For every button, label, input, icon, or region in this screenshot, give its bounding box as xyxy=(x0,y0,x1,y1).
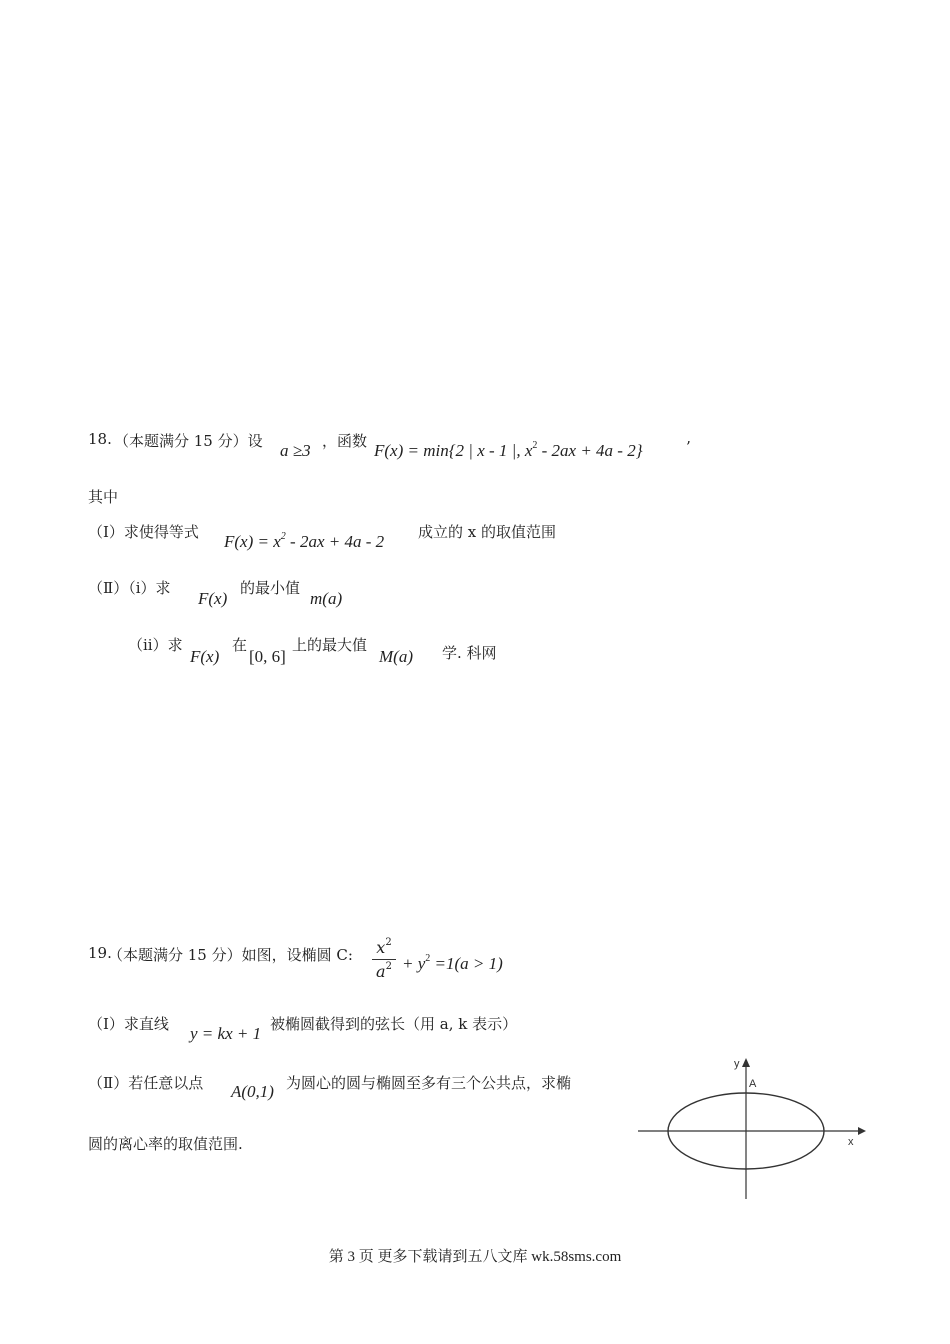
q19-eq-tail-sup: 2 xyxy=(425,953,431,964)
q18-part1-eq-tail: - 2ax + 4a - 2 xyxy=(285,532,385,551)
q19-number: 19. xyxy=(88,944,112,962)
q19-part2-after: 为圆心的圆与椭圆至多有三个公共点，求椭 xyxy=(286,1074,572,1092)
q18-part1-after: 成立的 x 的取值范围 xyxy=(418,523,556,541)
q19-frac-den-sup: 2 xyxy=(385,961,392,972)
q19-part2-point: A(0,1) xyxy=(231,1082,274,1101)
q18-part2-fx: F(x) xyxy=(198,589,228,608)
q18-function-sup: 2 xyxy=(532,440,538,451)
q18-part3-fx: F(x) xyxy=(190,647,220,666)
q19-part2-line2: 圆的离心率的取值范围. xyxy=(88,1135,243,1153)
q18-part3-Ma: M(a) xyxy=(379,647,413,666)
q18-part1-label: （Ⅰ）求使得等式 xyxy=(88,523,199,541)
q18-function-head: F(x) = min{2 | x - 1 |, x xyxy=(374,441,533,460)
q18-part1-eq-head: F(x) = x xyxy=(224,532,281,551)
q19-equation-tail xyxy=(402,954,503,974)
q19-eq-tail-head: + y xyxy=(402,954,426,973)
ellipse-figure xyxy=(630,1055,870,1205)
page-footer: 第 3 页 更多下载请到五八文库 wk.58sms.com xyxy=(328,1249,622,1265)
q18-function xyxy=(374,441,643,461)
q18-part3-after: 学. 科网 xyxy=(442,644,497,662)
y-axis-arrow xyxy=(742,1058,750,1067)
q18-function-tail: - 2ax + 4a - 2} xyxy=(537,441,643,460)
q18-part3-in: 在 xyxy=(232,636,248,654)
q18-where: 其中 xyxy=(88,488,119,506)
q19-fraction xyxy=(372,938,396,981)
q19-part2-label: （Ⅱ）若任意以点 xyxy=(88,1074,204,1092)
q19-frac-den-text: a xyxy=(376,962,386,981)
x-axis-label: x xyxy=(848,1136,854,1148)
point-A-label: A xyxy=(749,1078,757,1090)
q18-part3-interval: [0, 6] xyxy=(249,647,286,666)
q19-part1-line: y = kx + 1 xyxy=(190,1024,262,1043)
q18-header: （本题满分 15 分）设 xyxy=(114,432,263,450)
q19-part1-after: 被椭圆截得到的弦长（用 a, k 表示） xyxy=(270,1015,518,1033)
q18-part2-label: （Ⅱ）（i）求 xyxy=(88,579,171,597)
q18-part2-ma: m(a) xyxy=(310,589,343,608)
q19-fraction-denominator xyxy=(372,960,396,981)
q18-part3-mid: 上的最大值 xyxy=(292,636,368,654)
q19-header: （本题满分 15 分）如图，设椭圆 C: xyxy=(108,946,353,964)
q19-frac-num-text: x xyxy=(376,938,386,957)
q19-frac-num-sup: 2 xyxy=(385,937,392,948)
q18-number: 18. xyxy=(88,430,112,448)
q18-part1-equation xyxy=(224,532,384,552)
q19-eq-end: =1(a > 1) xyxy=(430,954,503,973)
x-axis-arrow xyxy=(858,1127,866,1135)
q19-part1-label: （Ⅰ）求直线 xyxy=(88,1015,169,1033)
q18-part1-eq-sup: 2 xyxy=(280,531,286,542)
q18-comma: ，函数 xyxy=(322,432,368,450)
y-axis-label: y xyxy=(734,1058,740,1070)
q18-condition: a ≥3 xyxy=(280,441,311,460)
q18-part3-label: （ii）求 xyxy=(128,636,183,654)
q18-part2-mid: 的最小值 xyxy=(240,579,301,597)
q18-tail: ’ xyxy=(686,438,691,456)
q19-fraction-numerator xyxy=(372,938,396,960)
